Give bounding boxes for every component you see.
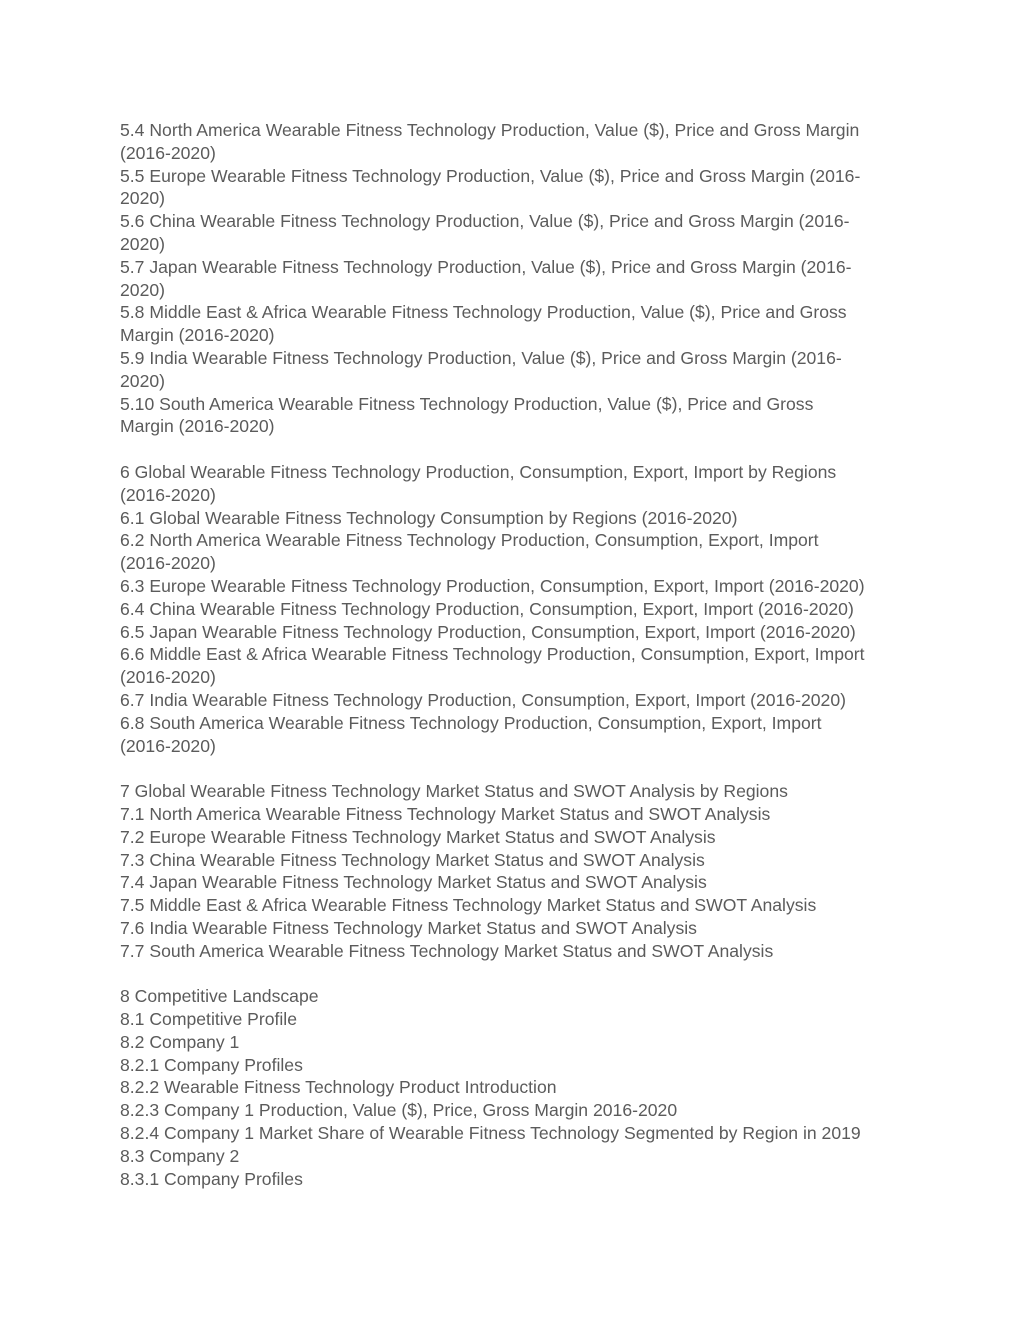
toc-entry-line: 7.5 Middle East & Africa Wearable Fitness Technology Market Status and SWOT Analysis [120,895,817,916]
toc-entry-line: 8.2 Company 1 [120,1031,240,1052]
toc-entry-line: 2020) [120,233,165,254]
toc-entry-line: 7.3 China Wearable Fitness Technology Market Status and SWOT Analysis [120,849,705,870]
toc-entry-line: 5.9 India Wearable Fitness Technology Production, Value ($), Price and Gross Margin (2016- [120,347,842,368]
toc-entry-line: 7.7 South America Wearable Fitness Technology Market Status and SWOT Analysis [120,940,774,961]
toc-entry-line: 5.6 China Wearable Fitness Technology Production, Value ($), Price and Gross Margin (2016- [120,211,850,232]
toc-entry-line: 5.7 Japan Wearable Fitness Technology Production, Value ($), Price and Gross Margin (2016- [120,256,852,277]
toc-entry-line: 6 Global Wearable Fitness Technology Production, Consumption, Export, Import by Regions [120,461,837,482]
toc-entry-line: 8.2.4 Company 1 Market Share of Wearable Fitness Technology Segmented by Region in 2019 [120,1123,861,1144]
toc-entry-line: 8.3 Company 2 [120,1145,240,1166]
toc-entry-line: 2020) [120,188,165,209]
toc-section [120,119,910,438]
toc-section [120,461,910,757]
toc-entry-line: 7.4 Japan Wearable Fitness Technology Market Status and SWOT Analysis [120,872,707,893]
toc-entry-line: 5.10 South America Wearable Fitness Technology Production, Value ($), Price and Gross [120,393,814,414]
toc-entry-line: (2016-2020) [120,667,216,688]
toc-entry-line: Margin (2016-2020) [120,325,275,346]
toc-entry-line: 6.1 Global Wearable Fitness Technology Consumption by Regions (2016-2020) [120,507,738,528]
toc-entry-line: 6.8 South America Wearable Fitness Technology Production, Consumption, Export, Import [120,712,822,733]
toc-entry-line: 5.5 Europe Wearable Fitness Technology Production, Value ($), Price and Gross Margin (2016- [120,165,861,186]
toc-entry-line: (2016-2020) [120,735,216,756]
document-page [120,119,910,1213]
toc-entry-line: 8.2.3 Company 1 Production, Value ($), Price, Gross Margin 2016-2020 [120,1100,678,1121]
toc-entry-line: Margin (2016-2020) [120,416,275,437]
toc-entry-line: 7.1 North America Wearable Fitness Technology Market Status and SWOT Analysis [120,803,771,824]
toc-entry-line: 8.3.1 Company Profiles [120,1168,303,1189]
toc-entry-line: 8.2.2 Wearable Fitness Technology Product Introduction [120,1077,557,1098]
table-of-contents [120,119,910,1190]
toc-entry-line: 8 Competitive Landscape [120,986,319,1007]
toc-entry-line: (2016-2020) [120,553,216,574]
toc-entry-line: 8.1 Competitive Profile [120,1009,297,1030]
toc-entry-line: 7.6 India Wearable Fitness Technology Market Status and SWOT Analysis [120,917,697,938]
toc-section [120,985,910,1190]
toc-entry-line: 5.8 Middle East & Africa Wearable Fitness Technology Production, Value ($), Price and Gross [120,302,847,323]
toc-entry-line: 2020) [120,370,165,391]
toc-entry-line: (2016-2020) [120,484,216,505]
toc-entry-line: 6.2 North America Wearable Fitness Technology Production, Consumption, Export, Import [120,530,819,551]
toc-entry-line: 8.2.1 Company Profiles [120,1054,303,1075]
toc-entry-line: 5.4 North America Wearable Fitness Technology Production, Value ($), Price and Gross Margin [120,120,860,140]
toc-entry-line: 2020) [120,279,165,300]
toc-entry-line: 6.6 Middle East & Africa Wearable Fitness Technology Production, Consumption, Export, Import [120,644,865,665]
toc-entry-line: 6.3 Europe Wearable Fitness Technology Production, Consumption, Export, Import (2016-2020) [120,575,865,596]
toc-entry-line: 6.7 India Wearable Fitness Technology Production, Consumption, Export, Import (2016-2020) [120,689,846,710]
toc-entry-line: 6.5 Japan Wearable Fitness Technology Production, Consumption, Export, Import (2016-2020) [120,621,856,642]
toc-entry-line: 7.2 Europe Wearable Fitness Technology Market Status and SWOT Analysis [120,826,716,847]
toc-entry-line: 6.4 China Wearable Fitness Technology Production, Consumption, Export, Import (2016-2020) [120,598,854,619]
toc-section [120,780,910,962]
toc-entry-line: (2016-2020) [120,142,216,163]
toc-entry-line: 7 Global Wearable Fitness Technology Market Status and SWOT Analysis by Regions [120,781,788,802]
